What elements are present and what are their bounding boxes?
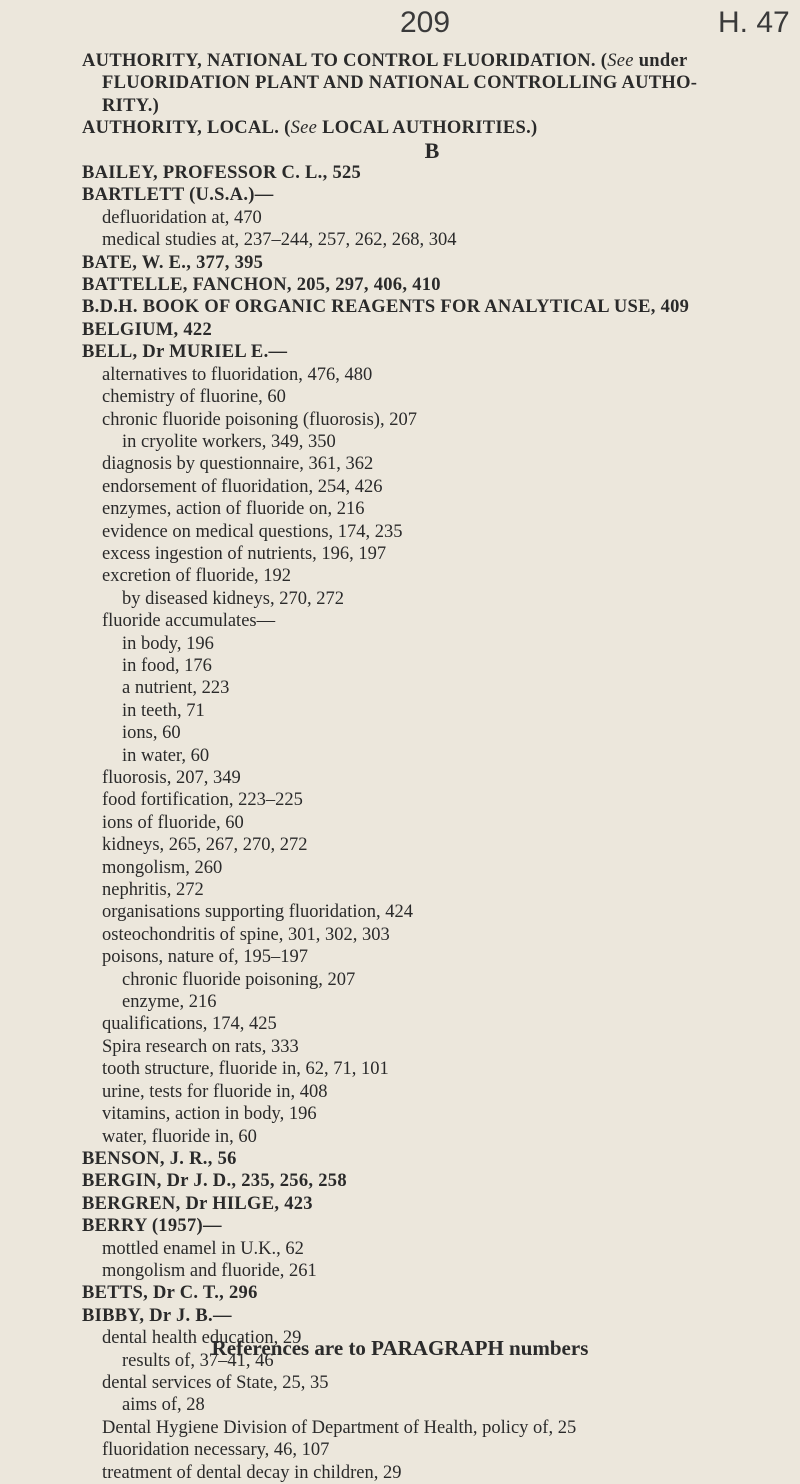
index-subentry: poisons, nature of, 195–197 <box>102 947 309 968</box>
index-subentry: vitamins, action in body, 196 <box>102 1104 317 1125</box>
index-subentry: diagnosis by questionnaire, 361, 362 <box>102 454 374 475</box>
index-subentry: mongolism and fluoride, 261 <box>102 1260 317 1281</box>
index-subentry: fluoride accumulates— <box>102 611 276 632</box>
index-subentry: chronic fluoride poisoning (fluorosis), 207 <box>102 409 417 430</box>
index-heading: B.D.H. BOOK OF ORGANIC REAGENTS FOR ANALYTICAL USE, 409 <box>82 297 690 318</box>
index-subsubentry: in teeth, 71 <box>122 700 205 721</box>
index-subentry: organisations supporting fluoridation, 424 <box>102 902 414 923</box>
index-subsubentry: results of, 37–41, 46 <box>122 1350 274 1371</box>
index-heading: BERRY (1957)— <box>82 1216 222 1237</box>
index-subentry: Spira research on rats, 333 <box>102 1036 299 1057</box>
index-heading: BETTS, Dr C. T., 296 <box>82 1283 258 1304</box>
index-heading-continuation: FLUORIDATION PLANT AND NATIONAL CONTROLLING AUTHO- <box>102 73 698 94</box>
index-subentry: qualifications, 174, 425 <box>102 1014 277 1035</box>
index-subentry: tooth structure, fluoride in, 62, 71, 101 <box>102 1059 389 1080</box>
index-subentry: excess ingestion of nutrients, 196, 197 <box>102 543 387 564</box>
index-subsubentry: in food, 176 <box>122 655 212 676</box>
index-heading: BATTELLE, FANCHON, 205, 297, 406, 410 <box>82 275 441 296</box>
index-subentry: alternatives to fluoridation, 476, 480 <box>102 364 373 385</box>
index-subentry: kidneys, 265, 267, 270, 272 <box>102 835 308 856</box>
index-heading: BELGIUM, 422 <box>82 319 213 340</box>
index-heading: BENSON, J. R., 56 <box>82 1148 237 1169</box>
section-letter: B <box>424 139 440 163</box>
index-subsubentry: in body, 196 <box>122 633 214 654</box>
index-subentry: urine, tests for fluoride in, 408 <box>102 1081 328 1102</box>
index-heading: BIBBY, Dr J. B.— <box>82 1305 232 1326</box>
page-header <box>0 4 800 44</box>
index-heading: BERGREN, Dr HILGE, 423 <box>82 1193 313 1214</box>
page-reference: H. 47 <box>718 6 790 39</box>
footer-note: References are to PARAGRAPH numbers <box>211 1336 589 1360</box>
index-subentry: medical studies at, 237–244, 257, 262, 268, 304 <box>102 230 457 251</box>
index-subentry: food fortification, 223–225 <box>102 790 303 811</box>
index-subsubentry: enzyme, 216 <box>122 992 217 1013</box>
see-reference: See <box>290 118 318 139</box>
index-heading: BARTLETT (U.S.A.)— <box>82 185 274 206</box>
index-heading: AUTHORITY, NATIONAL TO CONTROL FLUORIDATION. (See under <box>82 51 688 71</box>
index-subsubentry: a nutrient, 223 <box>122 678 230 699</box>
index-subentry: endorsement of fluoridation, 254, 426 <box>102 476 383 497</box>
index-subentry: dental services of State, 25, 35 <box>102 1372 329 1393</box>
index-subsubentry: in water, 60 <box>122 745 210 766</box>
page-number: 209 <box>400 6 451 39</box>
index-subentry: evidence on medical questions, 174, 235 <box>102 521 403 542</box>
index-heading: BATE, W. E., 377, 395 <box>82 252 264 273</box>
index-subsubentry: by diseased kidneys, 270, 272 <box>122 588 344 609</box>
index-subentry: nephritis, 272 <box>102 880 204 901</box>
index-subentry: defluoridation at, 470 <box>102 207 262 228</box>
index-subentry: osteochondritis of spine, 301, 302, 303 <box>102 924 390 945</box>
index-subentry: treatment of dental decay in children, 29 <box>102 1462 402 1483</box>
index-subentry: mongolism, 260 <box>102 857 223 878</box>
index-subentry: fluoridation necessary, 46, 107 <box>102 1440 330 1461</box>
see-reference: See <box>607 51 634 71</box>
index-heading: BAILEY, PROFESSOR C. L., 525 <box>82 163 362 184</box>
index-heading: BERGIN, Dr J. D., 235, 256, 258 <box>82 1171 347 1192</box>
index-subentry: enzymes, action of fluoride on, 216 <box>102 499 365 520</box>
index-heading-continuation: RITY.) <box>102 95 160 116</box>
index-subentry: dental health education, 29 <box>102 1328 302 1349</box>
index-subentry: fluorosis, 207, 349 <box>102 768 241 788</box>
index-subentry: excretion of fluoride, 192 <box>102 566 292 587</box>
index-entries <box>82 50 782 1484</box>
index-heading: BELL, Dr MURIEL E.— <box>82 342 288 363</box>
index-subsubentry: chronic fluoride poisoning, 207 <box>122 969 356 990</box>
index-subsubentry: aims of, 28 <box>122 1395 205 1416</box>
index-subsubentry: in cryolite workers, 349, 350 <box>122 431 336 452</box>
index-subentry: chemistry of fluorine, 60 <box>102 387 286 408</box>
index-subentry: Dental Hygiene Division of Department of Health, policy of, 25 <box>102 1417 577 1438</box>
index-subentry: water, fluoride in, 60 <box>102 1126 257 1147</box>
index-heading: AUTHORITY, LOCAL. (See LOCAL AUTHORITIES.) <box>82 118 538 139</box>
index-subsubentry: ions, 60 <box>122 723 181 744</box>
index-subentry: mottled enamel in U.K., 62 <box>102 1238 304 1259</box>
index-subentry: ions of fluoride, 60 <box>102 812 244 833</box>
